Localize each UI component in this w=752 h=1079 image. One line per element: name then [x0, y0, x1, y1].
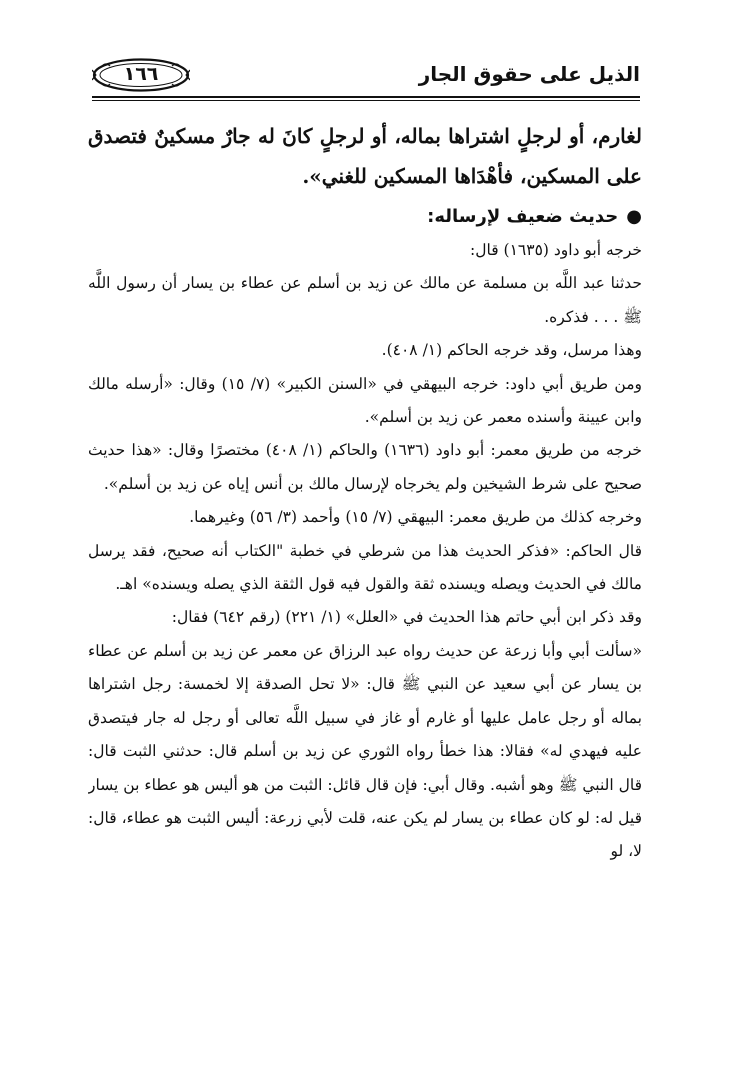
page-body	[88, 116, 642, 869]
section-heading	[88, 200, 642, 234]
paragraph: وخرجه كذلك من طريق معمر: البيهقي (٧/ ١٥) وأحمد (٣/ ٥٦) وغيرهما.	[189, 508, 642, 527]
page-header	[92, 56, 640, 100]
paragraph: «سألت أبي وأبا زرعة عن حديث رواه عبد الرزاق عن معمر عن زيد بن أسلم عن عطاء بن يسار عن أبي سعيد عن النبي ﷺ قال: «لا تحل الصدقة إلا لخمسة: رجل اشتراها بماله أو رجل عامل عليها أو غارم أو غاز في سبيل اللَّه تعالى أو رجل له جار فيتصدق عليه فيهدي له» فقالا: هذا خطأ رواه الثوري عن زيد بن أسلم قال: حدثني الثبت قال: قال النبي ﷺ وهو أشبه. وقال أبي: فإن قال قائل: الثبت من هو أليس هو عطاء بن يسار قيل له: لو كان عطاء بن يسار لم يكن عنه، قلت لأبي زرعة: أليس الثبت هو عطاء، قال: لا، لو	[88, 641, 642, 861]
section-heading-text: حديث ضعيف لإرساله:	[427, 206, 619, 227]
paragraph: وقد ذكر ابن أبي حاتم هذا الحديث في «العلل» (١/ ٢٢١) (رقم ٦٤٢) فقال:	[171, 608, 642, 627]
paragraph: قال الحاكم: «فذكر الحديث هذا من شرطي في خطبة "الكتاب أنه صحيح، فقد يرسل مالك في الحديث ويصله ويسنده ثقة والقول فيه قول الثقة الذي يصله ويسنده» اهـ.	[88, 541, 642, 594]
paragraph: خرجه أبو داود (١٦٣٥) قال:	[470, 241, 642, 259]
paragraph: خرجه من طريق معمر: أبو داود (١٦٣٦) والحاكم (١/ ٤٠٨) مختصرًا وقال: «هذا حديث صحيح على شرط الشيخين ولم يخرجاه لإرسال مالك بن أنس إياه عن زيد بن أسلم».	[88, 441, 642, 493]
paragraph: وهذا مرسل، وقد خرجه الحاكم (١/ ٤٠٨).	[381, 341, 642, 360]
page-number-badge	[92, 58, 190, 92]
running-title: الذيل على حقوق الجار	[418, 62, 640, 86]
page-number: ١٦٦	[123, 63, 159, 85]
paragraph: حدثنا عبد اللَّه بن مسلمة عن مالك عن زيد بن أسلم عن عطاء بن يسار أن رسول اللَّه ﷺ . . . فذكره.	[88, 274, 642, 326]
bullet-icon: ●	[626, 206, 642, 227]
header-divider	[92, 96, 640, 98]
paragraph: ومن طريق أبي داود: خرجه البيهقي في «السنن الكبير» (٧/ ١٥) وقال: «أرسله مالك وابن عيينة وأسنده معمر عن زيد بن أسلم».	[88, 374, 642, 427]
paragraph-lead: لغارم، أو لرجلٍ اشتراها بماله، أو لرجلٍ كانَ له جارٌ مسكينٌ فتصدق على المسكين، فأهْدَاها المسكين للغني».	[88, 124, 642, 188]
header-divider-thin	[92, 100, 640, 101]
